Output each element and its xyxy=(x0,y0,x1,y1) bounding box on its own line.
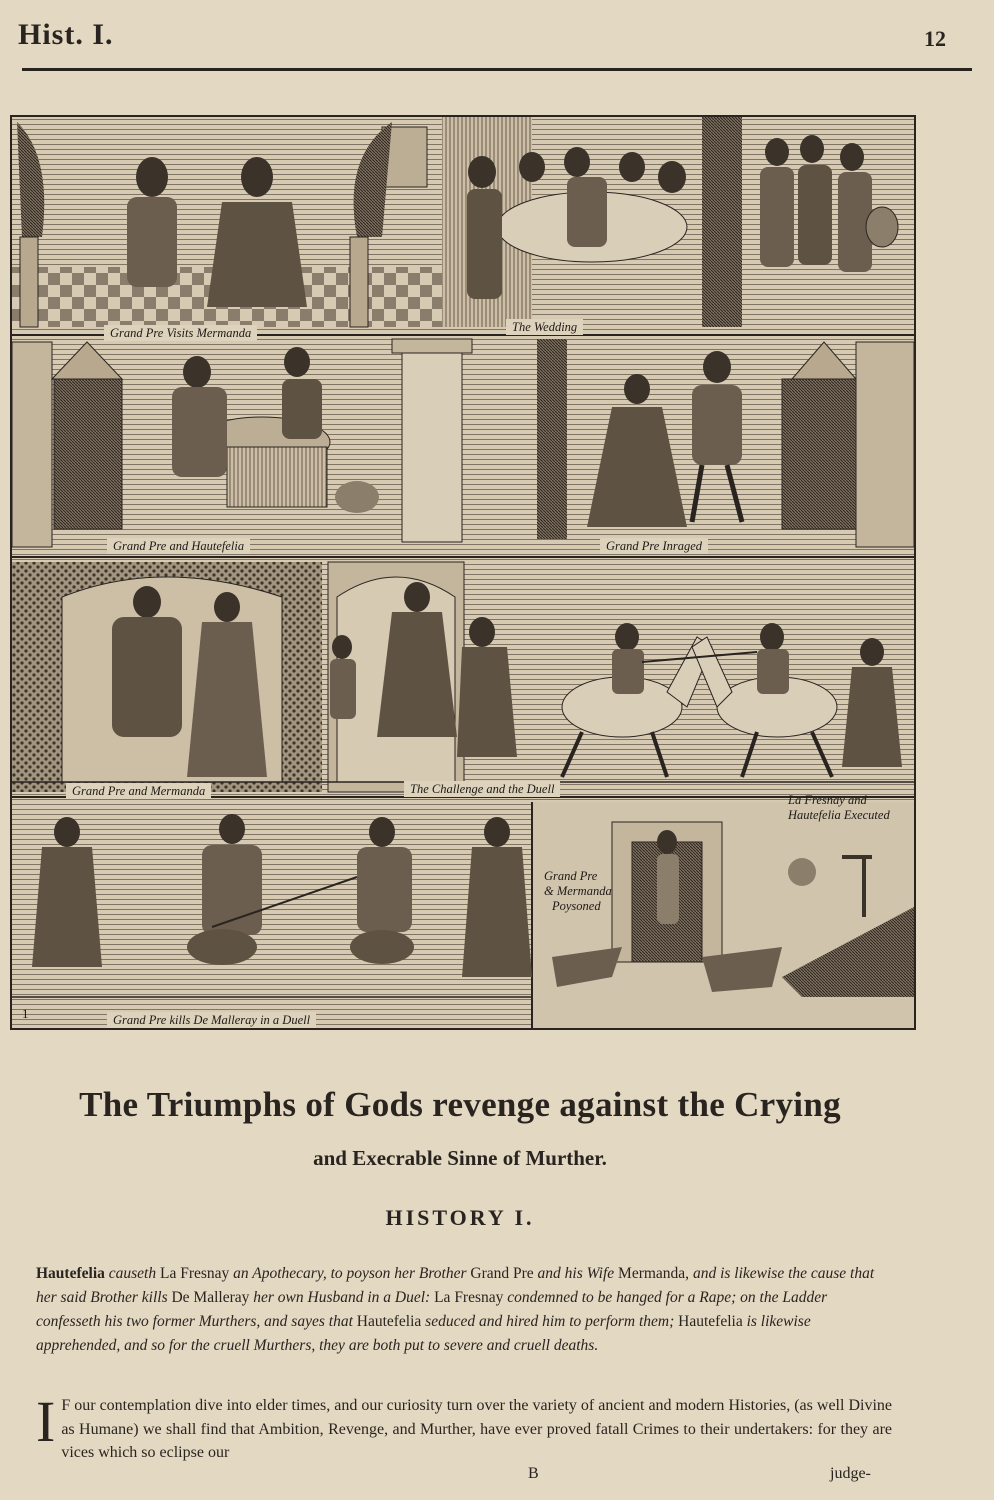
body-text: F our contemplation dive into elder times, and our curiosity turn over the variety of ancient and modern Histories, (as well Divine as Humane) we shall find that Ambition, Revenge, and Murther, have ever proved fatall Crimes to their undertakers: for they are vices which so eclipse our xyxy=(61,1397,892,1461)
head-rule xyxy=(22,68,972,71)
argument-text: and his Wife xyxy=(533,1265,619,1282)
argument-name: Hautefelia xyxy=(356,1313,422,1330)
caption-executed xyxy=(782,793,896,823)
argument-name: La Fresnay xyxy=(434,1289,504,1306)
argument-text: condemned to be hanged for a Rape; on the Ladder confesseth his two former Murthers, and sayes that xyxy=(36,1289,828,1330)
argument-name: Hautefelia xyxy=(678,1313,743,1330)
caption-visits: Grand Pre Visits Mermanda xyxy=(104,325,257,341)
page-number: 12 xyxy=(924,26,946,51)
caption-challenge: The Challenge and the Duell xyxy=(404,781,560,797)
argument-text: is likewise apprehended, and so for the cruell Murthers, they are both put to severe and cruell deaths. xyxy=(36,1313,811,1354)
caption-poysoned-line2: & Mermanda xyxy=(544,884,612,898)
caption-grandpre-mermanda: Grand Pre and Mermanda xyxy=(66,783,211,799)
drop-cap: I xyxy=(36,1389,56,1454)
caption-wedding: The Wedding xyxy=(506,319,583,335)
caption-grandpre-hautefelia: Grand Pre and Hautefelia xyxy=(107,538,250,554)
title-line-1: The Triumphs of Gods revenge against the Crying xyxy=(79,1085,841,1124)
argument-text: her own Husband in a Duel: xyxy=(249,1289,435,1306)
engraving-illustration xyxy=(12,117,914,1028)
running-head-left: Hist. I. xyxy=(18,18,114,51)
argument-name: De Malleray xyxy=(171,1289,250,1306)
engraving-plate xyxy=(10,115,916,1030)
caption-poysoned xyxy=(538,869,618,914)
catchword: judge- xyxy=(830,1465,871,1482)
argument-name: Hautefelia xyxy=(36,1265,105,1282)
signature-mark: B xyxy=(528,1465,539,1482)
caption-kills: Grand Pre kills De Malleray in a Duell xyxy=(107,1012,316,1028)
argument-text: causeth xyxy=(104,1265,160,1282)
body-paragraph xyxy=(36,1389,892,1465)
plate-number: 1 xyxy=(22,1006,29,1021)
caption-executed-line2: Hautefelia Executed xyxy=(788,808,890,822)
argument-name: Mermanda, xyxy=(618,1265,690,1282)
argument-name: Grand Pre xyxy=(470,1265,534,1282)
argument-text: an Apothecary, to poyson her Brother xyxy=(229,1265,471,1282)
argument-text: seduced and hired him to perform them; xyxy=(421,1313,679,1330)
argument-paragraph xyxy=(36,1262,892,1358)
title-line-2: and Execrable Sinne of Murther. xyxy=(313,1146,607,1170)
caption-poysoned-line3: Poysoned xyxy=(552,899,601,913)
history-heading: HISTORY I. xyxy=(385,1205,535,1230)
caption-executed-line1: La Fresnay and xyxy=(788,793,867,807)
argument-name: La Fresnay xyxy=(159,1265,230,1282)
argument-text: and is likewise the cause that her said Brother kills xyxy=(36,1265,875,1306)
caption-poysoned-line1: Grand Pre xyxy=(544,869,598,883)
caption-inraged: Grand Pre Inraged xyxy=(600,538,708,554)
